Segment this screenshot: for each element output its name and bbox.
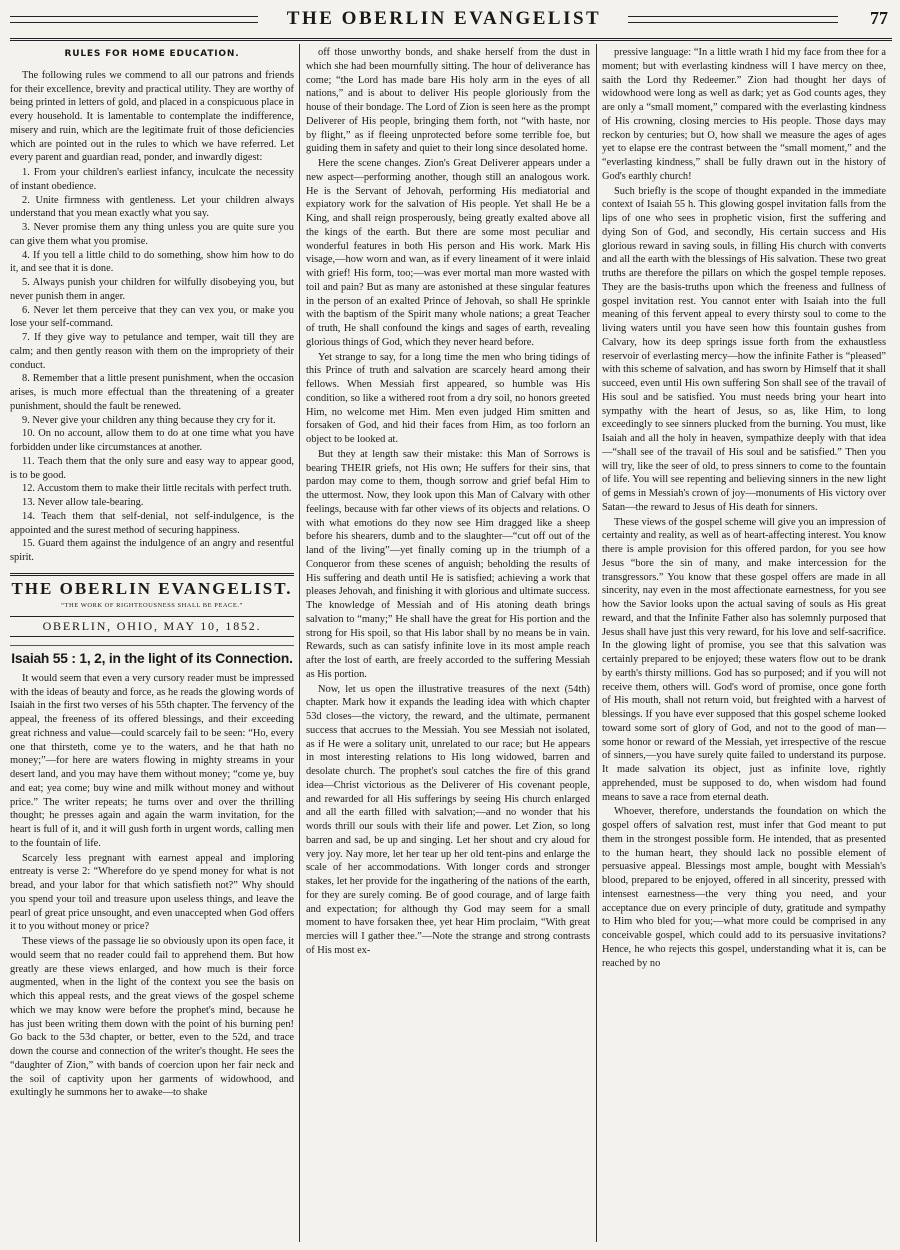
article-paragraph: off those unworthy bonds, and shake herself from the dust in which she had been mournfully sitting. The hour of deliverance has come; “the Lord has made bare His holy arm in the eyes of all nations,” and is about to deliver His people gloriously from the house of their bondage. The Lord of Zion is seen here as the prompt Deliverer of His people, bringing them forth, not “with haste, nor by flight,” as if fleeing unprotected before some terrible foe, but guiding them in safety and quiet to their long since desolated home. (306, 47, 590, 155)
rule-item: 8. Remember that a little present punishment, when the occasion arises, is much more effectual than the threatening of a greater punishment, should the fault be renewed. (10, 373, 294, 412)
newspaper-page (10, 4, 892, 1246)
article-paragraph: It would seem that even a very cursory reader must be impressed with the ideas of beauty and force, as he reads the glowing words of Isaiah in the first two verses of his 55th chapter. The fervency of the appeal, the freeness of its offered blessings, and their exceeding great richness and value—could scarcely fail to be seen: “Ho, every one that thirsteth, come ye to the waters, and he that hath no money;”—for here are waters flowing in mighty streams in your desert land, and you may have them without money; “come ye, buy and eat; yea come; buy wine and milk without money and without price.” The writer repeats; he turns over and over the thrilling thought; he presses again and again the warm invitation, for the heart is full of it, and it will gush forth in urgent words, calling men to the fountain of life. (10, 672, 294, 849)
article-paragraph: These views of the passage lie so obviously upon its open face, it would seem that no reader could fail to apprehend them. But how greatly are these views enlarged, and how much is their force augmented, when in the light of the context you see the basis on which this appeal rests, and the great views of the gospel scheme which we may know were before the prophet's mind, because he has just been writing them down with the point of his burning pen! Go back to the 53d chapter, or better, even to the 52d, and trace down the course and connection of the writer's thought. He sees the “daughter of Zion,” with bands of coercion upon her fair neck and the soil of captivity upon her garments of widowhood, and exultingly he summons her to awake—to shake (10, 936, 294, 1099)
article-paragraph: Here the scene changes. Zion's Great Deliverer appears under a new aspect—performing another, though still an analogous work. He is the Servant of Jehovah, performing His mediatorial and expiatory work for the salvation of His people. Yet shall He be a King, and shall reign prosperously, being greatly exalted above all the kings of the earth. But there are some most peculiar and wonderful features in both His person and His work. Mark His visage,—how worn and wan, as if every lineament of it were inlaid with grief! His form, too;—was ever mortal man more wasted with toil and pain? But as many are astonished at these singular features in the person of an exalted Prince of Jehovah, so shall He sprinkle with the baptism of the Spirit many whole nations; a great Teacher of truth, He shall confound the kings and sages of earth, revealing glorious things of God, which they never heard before. (306, 158, 590, 348)
article-column-3-body (602, 46, 886, 970)
rule-item: 1. From your children's earliest infancy, inculcate the necessity of instant obedience. (10, 167, 294, 192)
rule-item: 4. If you tell a little child to do something, show him how to do it, and see that it is done. (10, 249, 294, 275)
column-divider-2 (596, 44, 597, 1242)
article-paragraph: These views of the gospel scheme will give you an impression of certainty and reality, as well as of heart-affecting interest. You know there is ample provision for this offered pardon, for you see how Jesus “bore the sin of many, and make intercession for the transgressors.” You know that these gospel offers are made in all sincerity, nay even in the most affectionate earnestness, for you see how the Savior looks upon the actual saving of souls as His great reward, and that the Infinite Father also has solemnly purposed that Jesus shall have just this very reward, for his love and self-sacrifice. In the glowing light of promise, you see that this salvation was certainly prepared to be enjoyed; these waters flow out to be drank by earth's thirsty millions. God has so purposed; and if you will not receive them, others will. God's word of promise, once gone forth of His mouth, shall not return void, but freighted with a harvest of blessings. If you have ever supposed that this gospel scheme looked toward some sort of glory of God, and not to the good of man—some honor or reward of the Messiah, yet irrespective of the rescue of sinners,—you have surely quite failed to understand its purpose. It made salvation its object, just as infinite love, rightly apprehended, must be supposed to do, when wisdom had found means to save a race from eternal death. (602, 516, 886, 803)
rules-heading: RULES FOR HOME EDUCATION. (64, 49, 240, 59)
masthead-title: THE OBERLIN EVANGELIST. (11, 578, 293, 598)
column-2 (306, 46, 590, 1242)
page-header (10, 4, 892, 41)
rule-item: 9. Never give your children any thing because they cry for it. (22, 414, 276, 426)
column-1 (10, 46, 294, 1242)
running-title: THE OBERLIN EVANGELIST (286, 8, 602, 29)
masthead-motto: “THE WORK OF RIGHTEOUSNESS SHALL BE PEACE.” (61, 601, 243, 609)
article-column-1-body (10, 672, 294, 1100)
rule-item: 3. Never promise them any thing unless you are quite sure you can give them what you promise. (10, 222, 294, 247)
article-paragraph: Whoever, therefore, understands the foundation on which the gospel offers of salvation rest, must infer that God meant to put them in the strongest possible form. He intended, that as presented to the human heart, they should lack no possible element of persuasive appeal. Blessings most ample, bought with Messiah's blood, prepared to be enjoyed, offered in all sincerity, pressed with intensest earnestness—the very thing you need, and your acceptance due on every principle of duty, gratitude and sympathy to Him who bled for you;—what more could be comprised in any conceivable gospel, which could add to its persuasive invitations? Hence, he who rejects this gospel, understanding what it is, can be reached by no (602, 806, 886, 969)
rule-item: 10. On no account, allow them to do at one time what you have forbidden under like circumstances at another. (10, 428, 294, 453)
rule-item: 15. Guard them against the indulgence of an angry and resentful spirit. (10, 538, 294, 563)
rule-item: 7. If they give way to petulance and temper, wait till they are calm; and then gently reason with them on the impropriety of their conduct. (10, 332, 294, 371)
rules-list (10, 166, 294, 565)
dateline-box (10, 616, 294, 637)
article-title: Isaiah 55 : 1, 2, in the light of its Connection. (10, 645, 294, 666)
rule-item: 14. Teach them that self-denial, not self-indulgence, is the appointed and the surest method of securing happiness. (10, 510, 294, 536)
article-paragraph: Now, let us open the illustrative treasures of the next (54th) chapter. Mark how it expands the leading idea with which chapter 53d closes—the victory, the reward, and the ultimate, permanent success that accrues to the Messiah. You see Messiah not isolated, as if He were a solitary unit, unrelated to our race; but He appears in most interesting relations to His long widowed, barren and desolate church. The prophet's soul catches the fire of this grand idea—Christ victorious as the Deliverer of His covenant people, and rewarded for all His sufferings by seeing His church enlarged and all the earth filled with salvation;—and no wonder that his words thrill our souls with their life and power. Let Zion, so long barren and sad, be up and singing. Let her shout and cry aloud for very joy. Nay more, let her tear up her old tent-pins and enlarge the scale of her accommodations. With longer cords and stronger stakes, let her provide for the ingathering of the nations of the earth, for they are surely coming. Be of good courage, and of large faith and expectation; for although thy God may seem for a small moment to have forsaken thee, yet hear Him proclaim, “With great mercies will I gather thee.”—Note the strange and strong contrasts of His most ex- (306, 683, 590, 956)
page-number: 77 (870, 8, 888, 28)
dateline: OBERLIN, OHIO, MAY 10, 1852. (42, 619, 262, 634)
rule-item: 2. Unite firmness with gentleness. Let your children always understand that you mean exactly what you say. (10, 194, 294, 220)
rule-item: 5. Always punish your children for wilfully disobeying you, but never punish them in anger. (10, 277, 294, 302)
rules-intro: The following rules we commend to all our patrons and friends for their excellence, brevity and practical utility. They are worthy of being printed in letters of gold, and placed in a conspicuous place in every household. It is lamentable to contemplate the indifference, misery and ruin, which are the legitimate fruit of those deficiencies which are pointed out in the rules to which we have referred. Let every parent and guardian read, ponder, and inwardly digest: (10, 69, 294, 164)
column-divider-1 (299, 44, 300, 1242)
header-rule-right (628, 16, 838, 23)
article-column-2-body (306, 46, 590, 958)
rule-item: 11. Teach them that the only sure and easy way to appear good, is to be good. (10, 455, 294, 481)
rule-item: 6. Never let them perceive that they can vex you, or make you lose your self-command. (10, 304, 294, 330)
article-paragraph: Scarcely less pregnant with earnest appeal and imploring entreaty is verse 2: “Wherefore do ye spend money for what is not bread, and your labor for that which satisfieth not?” Why should you spend your toil and treasure upon useless things, and leave the pearl of great price unsought, and even unaccepted when God offers it to you without money or price? (10, 852, 294, 933)
article-paragraph: But they at length saw their mistake: this Man of Sorrows is bearing THEIR griefs, not His own; He suffers for their sins, that pardon may come to them, though sorrow and grief befal Him to the uttermost. Now, they look upon this Man of Calvary with other feelings, because with far other views of its objects and relations. O with what emotions do they now see Him dragged like a sheep before his shearers, dumb and to the slaughter—“cut off out of the land of the living”—yet finally coming up in the triumph of a Conqueror from these scenes of anguish; beholding the results of His suffering and death until He is satisfied; achieving a work that pleases Jehovah, and finishing it with glorious and ultimate success. The knowledge of Messiah and of His atoning death brings salvation to “many;” He shall have the great for His portion and the strong for His spoil, so that His labor shall by no means be in vain. Rewards, such as can satisfy infinite love in its most ample reach after the lost of earth, are freely accorded to the suffering Messiah as His portion. (306, 448, 590, 680)
rule-item: 12. Accustom them to make their little recitals with perfect truth. (22, 483, 292, 495)
rule-item: 13. Never allow tale-bearing. (22, 497, 144, 508)
article-paragraph: Such briefly is the scope of thought expanded in the immediate context of Isaiah 55 h. This glowing gospel invitation falls from the lips of one who sees in prophetic vision, first the suffering and dying Son of God, and secondly, His certain success and His glorious reward in saving souls, in filling His church with converts and all the earth with the blessings of His salvation. These two great truths are therefore the pillars on which the gospel temple reposes. They are the basis-truths upon which the freeness and fullness of gospel invitation rest. You cannot enter with Isaiah into the full meaning of this fervent appeal to every thirsty soul to come to the living waters until you have seen how this fountain gushes from Calvary, how its deep springs issue forth from the exhaustless reservoir of everlasting mercy—how the infinite Father is “pleased” with this scheme of salvation, and has sworn by Himself that it shall succeed, even until His own suffering Son shall see of the travail of His soul and be satisfied. You must needs bring your heart into sympathy with the heart of Jesus, so as, like Him, to long exceedingly to see sinners plucked from the burning. You must, like Isaiah and all the holy in heaven, sympathize deeply with that idea—“shall see of the travail of His soul and be satisfied.” Then you will try, like the seer of old, to press sinners to come to the fountain of life. You will see repenting and believing sinners in the new light of gems in Messiah's crown of joy—monuments of His victory over Satan—the reward to Jesus of His death for sinners. (602, 185, 886, 513)
header-rule-left (10, 16, 258, 23)
article-paragraph: Yet strange to say, for a long time the men who bring tidings of this Prince of truth and salvation are scarcely heard among their fellows. When Messiah first appeared, so humble was His condition, so like a withered root from a dry soil, no honors greeted Him, no welcome met Him. Men even judged Him smitten and forsaken of God, and hid their faces from Him, as too forlorn an object to be looked at. (306, 351, 590, 445)
article-paragraph: pressive language: “In a little wrath I hid my face from thee for a moment; but with everlasting kindness will I have mercy on thee, saith the Lord thy Redeemer.” Zion had thought her days of widowhood were long as well as dark; yet as God counts ages, they are only a “small moment,” compared with the everlasting kindness of His crowning, closing mercies to His people. Those days may reckon by centuries; but O, how shall we measure the ages of ages yet to elapse ere the contrast between the “small moment,” and the “everlasting kindness,” shall be fully drawn out in the history of God's earthly church! (602, 47, 886, 182)
column-3 (602, 46, 886, 1242)
masthead (10, 573, 294, 637)
